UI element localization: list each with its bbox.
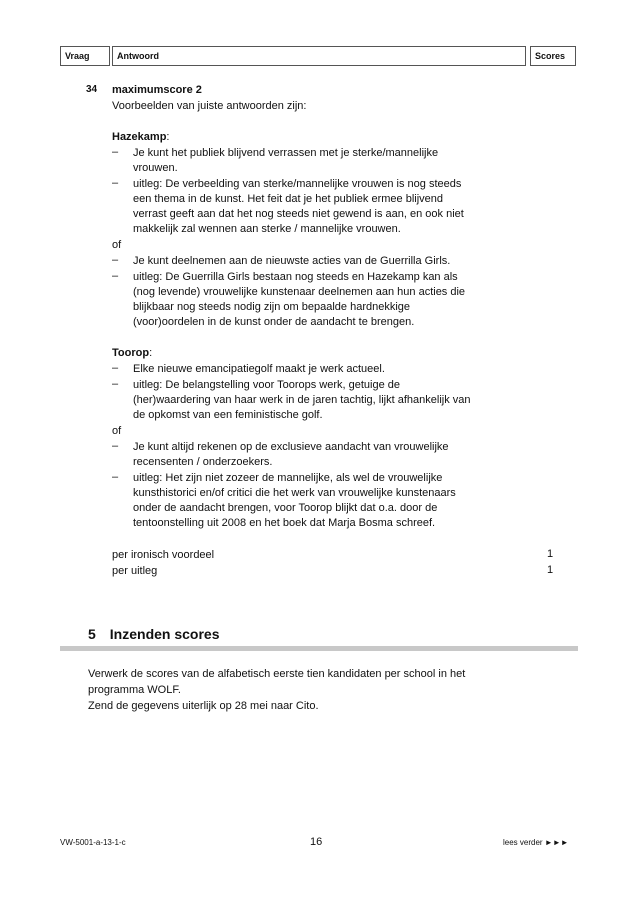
footer-next: lees verder ►►► xyxy=(503,838,569,847)
question-number: 34 xyxy=(86,84,98,95)
of-separator: of xyxy=(112,425,122,437)
list-item: (nog levende) vrouwelijke kunstenaar deelnemen aan hun acties die xyxy=(133,286,466,298)
section-title: Inzenden scores xyxy=(109,626,220,642)
bullet-dash: – xyxy=(112,362,119,374)
list-item: een thema in de kunst. Het feit dat je het publiek ermee blijvend xyxy=(133,193,444,205)
list-item: Elke nieuwe emancipatiegolf maakt je werk actueel. xyxy=(133,363,385,375)
score-points-voordeel: 1 xyxy=(547,548,554,560)
bullet-dash: – xyxy=(112,378,119,390)
bullet-dash: – xyxy=(112,177,119,189)
list-item: onder de aandacht brengen, voor Toorop blijkt dat o.a. door de xyxy=(133,502,438,514)
header-scores-label: Scores xyxy=(535,51,566,61)
list-item: uitleg: De Guerrilla Girls bestaan nog steeds en Hazekamp kan als xyxy=(133,271,458,283)
score-label-voordeel: per ironisch voordeel xyxy=(112,549,215,561)
list-item: uitleg: Het zijn niet zozeer de mannelijke, als wel de vrouwelijke xyxy=(133,472,443,484)
list-item: uitleg: De belangstelling voor Toorops werk, getuige de xyxy=(133,379,401,391)
section-paragraph-line: Zend de gegevens uiterlijk op 28 mei naar Cito. xyxy=(88,700,319,712)
list-item: Je kunt deelnemen aan de nieuwste acties van de Guerrilla Girls. xyxy=(133,255,451,267)
hazekamp-heading xyxy=(112,130,169,144)
page-number: 16 xyxy=(310,836,323,848)
list-item: kunsthistorici en/of critici die het werk van vrouwelijke kunstenaars xyxy=(133,487,456,499)
list-item: (her)waardering van haar werk in de jaren tachtig, lijkt afhankelijk van xyxy=(133,394,471,406)
list-item: de opkomst van een feministische golf. xyxy=(133,409,323,421)
bullet-dash: – xyxy=(112,471,119,483)
list-item: verrast geeft aan dat het nog steeds niet gewend is aan, en ook niet xyxy=(133,208,464,220)
hazekamp-title: Hazekamp xyxy=(112,131,167,143)
footer-code: VW-5001-a-13-1-c xyxy=(60,838,126,847)
section-heading xyxy=(88,626,220,642)
header-antwoord-label: Antwoord xyxy=(117,51,159,61)
toorop-heading xyxy=(112,346,152,360)
hazekamp-colon: : xyxy=(166,131,170,143)
score-points-uitleg: 1 xyxy=(547,564,554,576)
header-vraag-label: Vraag xyxy=(65,51,90,61)
section-divider xyxy=(60,646,578,651)
header-scores xyxy=(530,46,576,66)
of-separator: of xyxy=(112,239,122,251)
list-item: (voor)oordelen in de kunst onder de aandacht te brengen. xyxy=(133,316,415,328)
bullet-dash: – xyxy=(112,254,119,266)
list-item: blijkbaar nog steeds nodig zijn om bepaalde hardnekkige xyxy=(133,301,411,313)
score-label-uitleg: per uitleg xyxy=(112,565,158,577)
header-antwoord xyxy=(112,46,526,66)
list-item: vrouwen. xyxy=(133,162,178,174)
bullet-dash: – xyxy=(112,146,119,158)
section-paragraph-line: programma WOLF. xyxy=(88,684,181,696)
list-item: recensenten / onderzoekers. xyxy=(133,456,273,468)
list-item: tentoonstelling uit 2008 en het boek dat Marja Bosma schreef. xyxy=(133,517,436,529)
list-item: uitleg: De verbeelding van sterke/mannelijke vrouwen is nog steeds xyxy=(133,178,462,190)
list-item: Je kunt het publiek blijvend verrassen met je sterke/mannelijke xyxy=(133,147,439,159)
toorop-colon: : xyxy=(149,347,153,359)
intro-text: Voorbeelden van juiste antwoorden zijn: xyxy=(112,100,307,112)
header-vraag xyxy=(60,46,110,66)
section-paragraph-line: Verwerk de scores van de alfabetisch eerste tien kandidaten per school in het xyxy=(88,668,466,680)
list-item: Je kunt altijd rekenen op de exclusieve aandacht van vrouwelijke xyxy=(133,441,449,453)
section-number: 5 xyxy=(88,626,96,642)
bullet-dash: – xyxy=(112,270,119,282)
max-score: maximumscore 2 xyxy=(112,84,202,96)
toorop-title: Toorop xyxy=(112,347,150,359)
list-item: makkelijk zal wennen aan sterke / mannelijke vrouwen. xyxy=(133,223,401,235)
bullet-dash: – xyxy=(112,440,119,452)
